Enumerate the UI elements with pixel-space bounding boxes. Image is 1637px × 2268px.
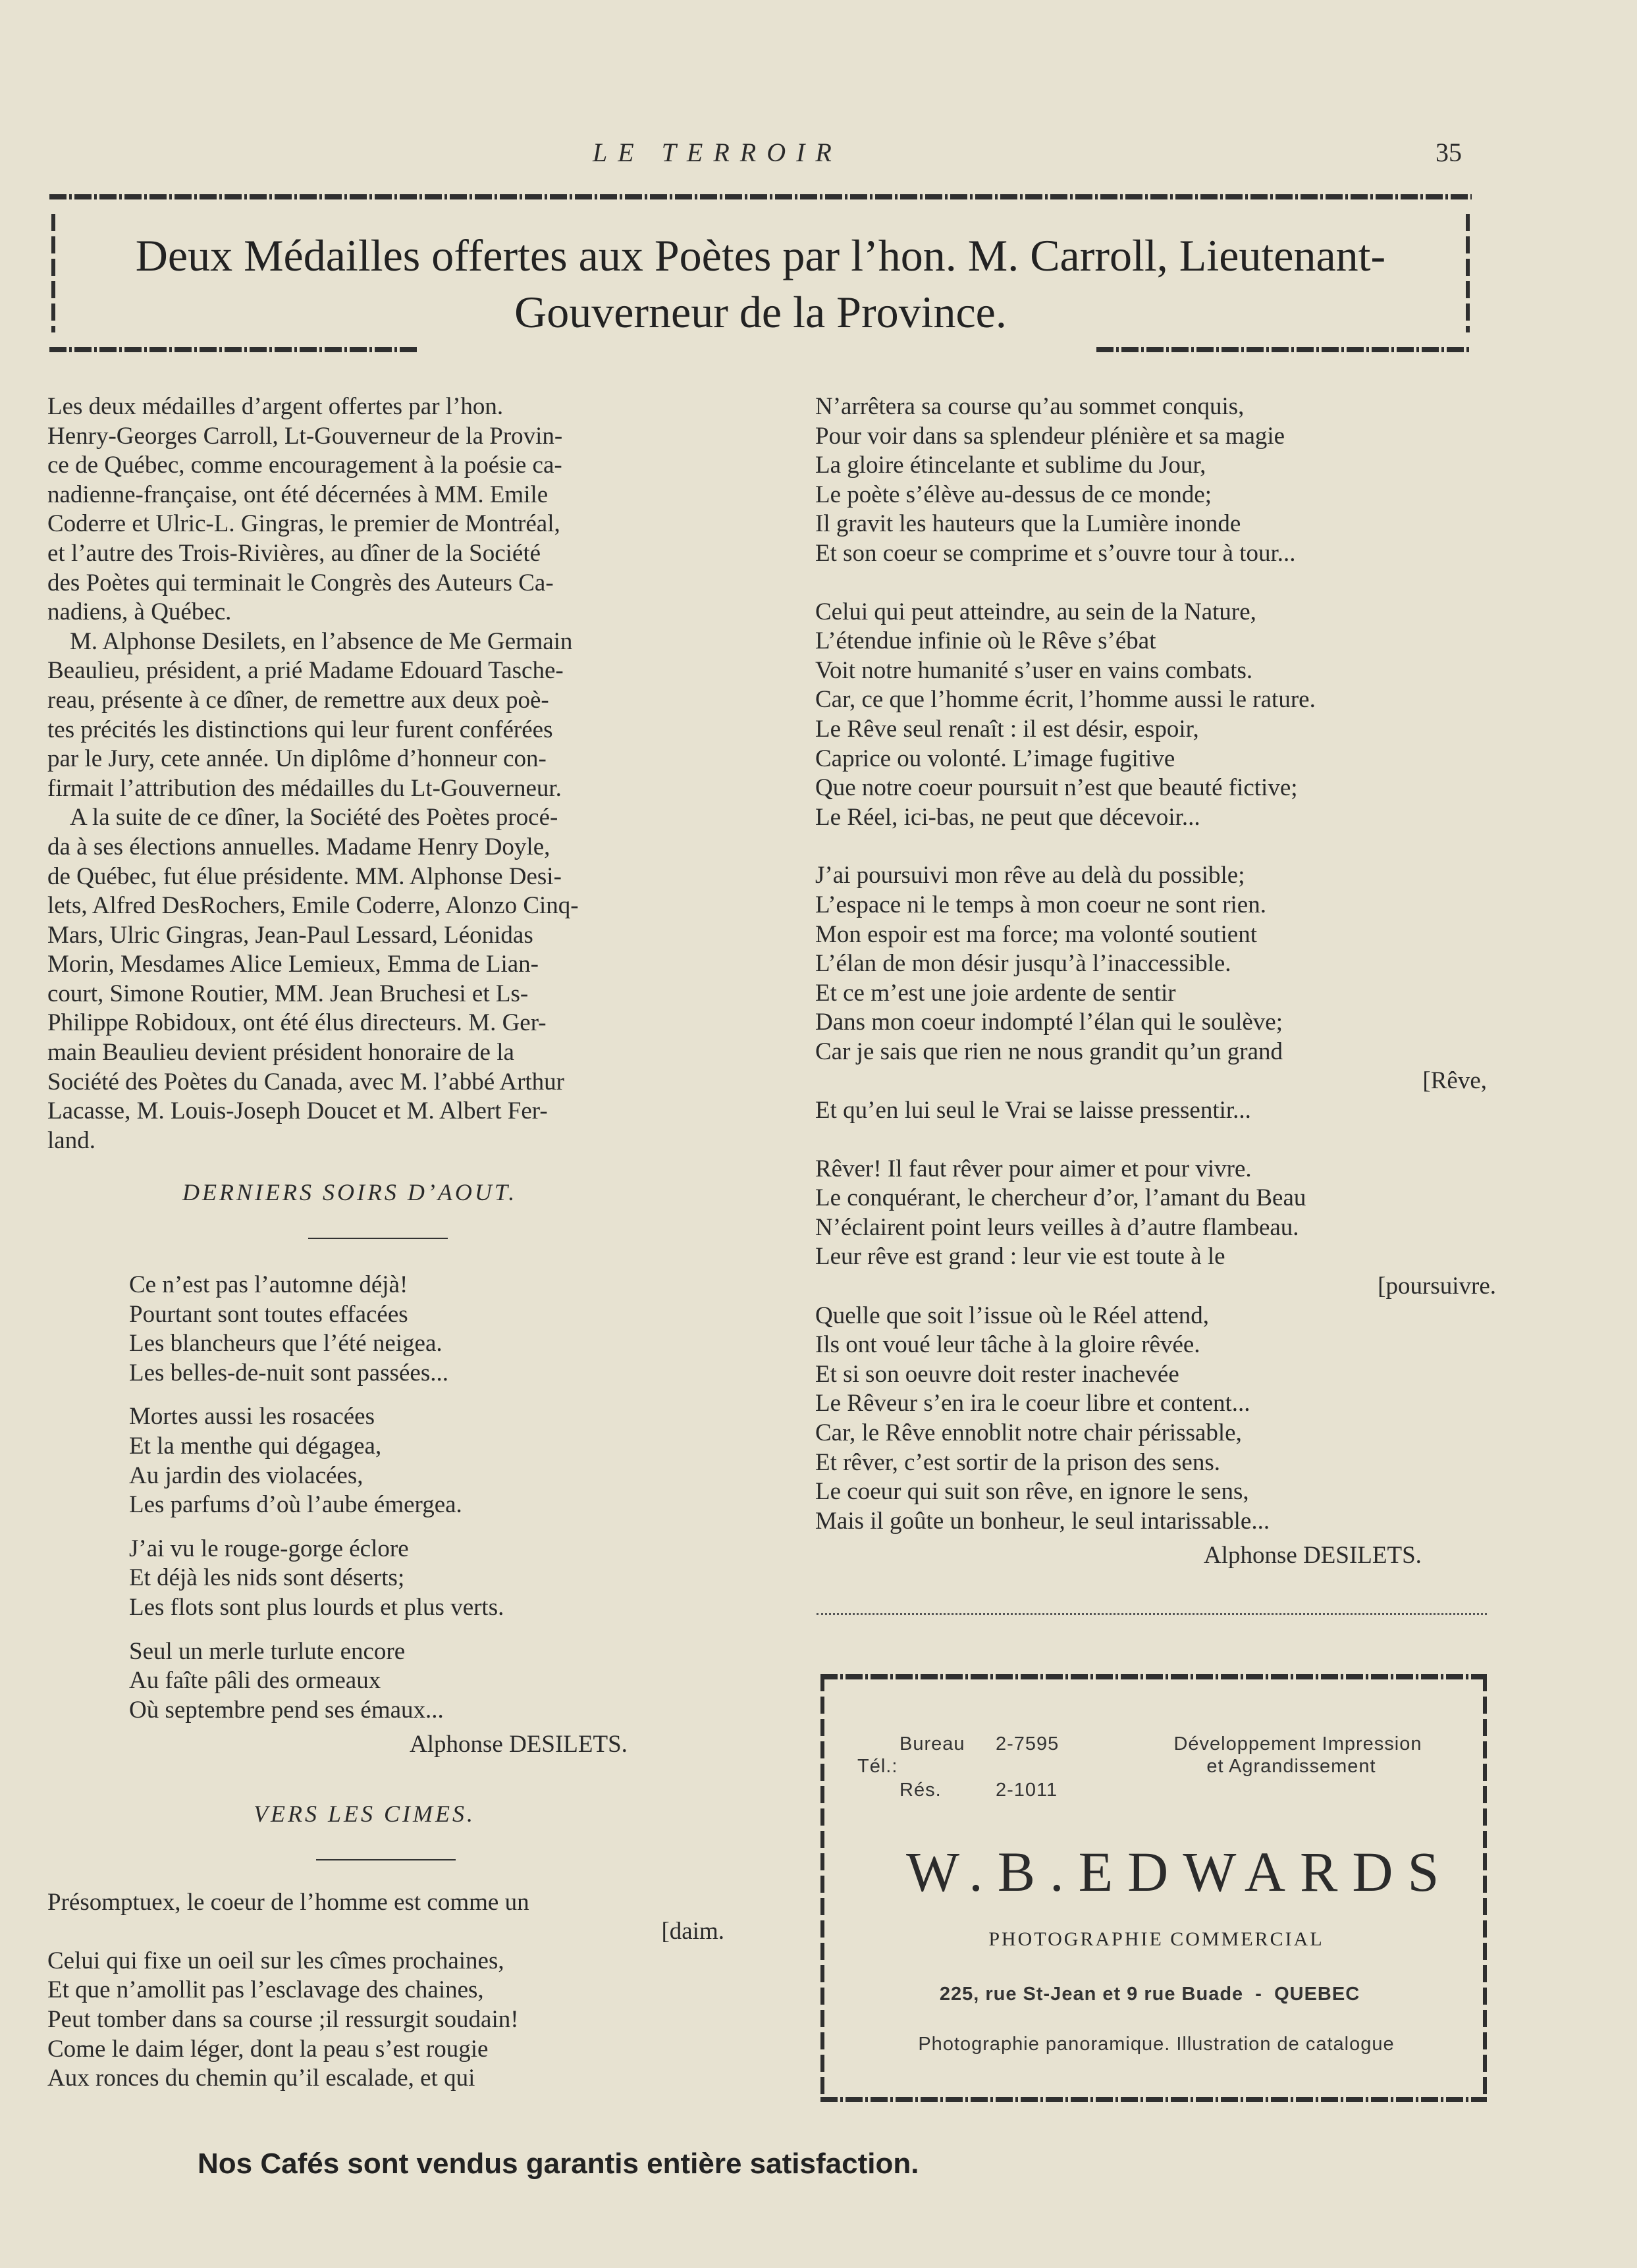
poem-line: Celui qui peut atteindre, au sein de la Nature,: [815, 598, 1256, 625]
article-line: nadiens, à Québec.: [47, 598, 232, 626]
poem-line: Come le daim léger, dont la peau s’est rougie: [47, 2035, 489, 2063]
poem-1-title: DERNIERS SOIRS D’AOUT.: [182, 1179, 518, 1206]
article-line: Coderre et Ulric-L. Gingras, le premier de Montréal,: [47, 510, 560, 538]
poem-line: Les parfums d’où l’aube émergea.: [129, 1491, 462, 1519]
article-title-line-2: Gouverneur de la Province.: [514, 287, 1007, 337]
poem-1-signature: Alphonse DESILETS.: [410, 1731, 628, 1758]
poem-line: Ce n’est pas l’automne déjà!: [129, 1271, 408, 1299]
poem-line: Le conquérant, le chercheur d’or, l’amant du Beau: [815, 1184, 1306, 1212]
right-column: [815, 392, 1496, 1571]
poem-line: Aux ronces du chemin qu’il escalade, et qui: [47, 2065, 475, 2092]
poem-line: J’ai poursuivi mon rêve au delà du possible;: [815, 862, 1245, 889]
poem-line: Les flots sont plus lourds et plus verts.: [129, 1593, 504, 1621]
poem-line: L’espace ni le temps à mon coeur ne sont rien.: [815, 891, 1266, 918]
poem-line: Celui qui fixe un oeil sur les cîmes prochaines,: [47, 1947, 504, 1974]
footer-slogan: Nos Cafés sont vendus garantis entière satisfaction.: [198, 2148, 919, 2180]
article-line: nadienne-française, ont été décernées à MM. Emile: [47, 481, 549, 508]
poem-line: J’ai vu le rouge-gorge éclore: [129, 1535, 409, 1562]
poem-line: Et qu’en lui seul le Vrai se laisse pressentir...: [815, 1097, 1251, 1124]
poem-line: Rêver! Il faut rêver pour aimer et pour vivre.: [815, 1155, 1252, 1182]
ad-bureau-label: Bureau: [899, 1733, 965, 1754]
ad-business-name: W.B.EDWARDS: [906, 1840, 1454, 1903]
article-line: main Beaulieu devient président honoraire de la: [47, 1039, 514, 1067]
poem-line: La gloire étincelante et sublime du Jour,: [815, 452, 1206, 479]
page-number: 35: [1436, 138, 1462, 167]
article-title-box: [49, 194, 1472, 352]
poem-line-continuation: [Rêve,: [1422, 1067, 1487, 1095]
poem-line: Il gravit les hauteurs que la Lumière inonde: [815, 510, 1241, 538]
poem-line: Le Rêveur s’en ira le coeur libre et content...: [815, 1390, 1250, 1417]
poem-1-body: [129, 1271, 714, 1725]
poem-stanza: [129, 1402, 714, 1519]
poem-line: Peut tomber dans sa course ;il ressurgit soudain!: [47, 2005, 519, 2033]
article-line: tes précités les distinctions qui leur furent conférées: [47, 716, 553, 743]
poem-2-stanza-4: [815, 1155, 1496, 1537]
poem-2-stanza-1: [815, 392, 1487, 569]
ad-bureau-number: 2-7595: [996, 1733, 1060, 1754]
article-line: et l’autre des Trois-Rivières, au dîner de la Société: [47, 539, 541, 567]
article-line: da à ses élections annuelles. Madame Henry Doyle,: [47, 833, 550, 860]
poem-line: Car je sais que rien ne nous grandit qu’un grand: [815, 1038, 1283, 1065]
article-body: [47, 392, 714, 1155]
poem-line: Mais il goûte un bonheur, le seul intarissable...: [815, 1507, 1270, 1535]
article-line: court, Simone Routier, MM. Jean Bruchesi et Ls-: [47, 980, 529, 1007]
poem-stanza: [129, 1637, 714, 1726]
poem-stanza: [129, 1535, 714, 1623]
poem-line: Au faîte pâli des ormeaux: [129, 1667, 381, 1695]
ad-tagline: Photographie panoramique. Illustration de catalogue: [918, 2034, 1395, 2055]
poem-line-continuation: [daim.: [661, 1918, 724, 1945]
article-line: Société des Poètes du Canada, avec M. l’abbé Arthur: [47, 1068, 564, 1095]
poem-2-stanza-2: [815, 598, 1487, 833]
poem-line: Le Réel, ici-bas, ne peut que décevoir...: [815, 803, 1200, 831]
poem-line: Ils ont voué leur tâche à la gloire rêvée.: [815, 1331, 1200, 1359]
article-line: Lacasse, M. Louis-Joseph Doucet et M. Albert Fer-: [47, 1097, 548, 1125]
ad-subtitle: PHOTOGRAPHIE COMMERCIAL: [988, 1928, 1324, 1950]
poem-2-left-part: [47, 1888, 724, 2094]
poem-line: Leur rêve est grand : leur vie est toute à le: [815, 1243, 1225, 1271]
poem-stanza: [129, 1271, 714, 1388]
ad-res-number: 2-1011: [996, 1780, 1058, 1801]
article-paragraph: [47, 803, 714, 1155]
poem-line-continuation: [poursuivre.: [1378, 1273, 1496, 1300]
poem-line: L’étendue infinie où le Rêve s’ébat: [815, 627, 1156, 655]
article-line: A la suite de ce dîner, la Société des Poètes procé-: [70, 804, 558, 831]
poem-line: N’arrêtera sa course qu’au sommet conquis,: [815, 393, 1245, 420]
poem-line: Le coeur qui suit son rêve, en ignore le sens,: [815, 1478, 1249, 1506]
poem-line: Caprice ou volonté. L’image fugitive: [815, 745, 1175, 772]
poem-line: Et ce m’est une joie ardente de sentir: [815, 979, 1176, 1007]
poem-line: Au jardin des violacées,: [129, 1462, 363, 1489]
poem-2-title: VERS LES CIMES.: [254, 1800, 475, 1827]
article-paragraph: [47, 392, 714, 627]
poem-line: Et déjà les nids sont déserts;: [129, 1564, 405, 1592]
running-title: LE TERROIR: [593, 138, 842, 167]
poem-line: Voit notre humanité s’user en vains combats.: [815, 656, 1253, 684]
article-title: [69, 227, 1452, 340]
poem-line: Car, ce que l’homme écrit, l’homme aussi le rature.: [815, 686, 1316, 714]
poem-line: Et si son oeuvre doit rester inachevée: [815, 1360, 1179, 1388]
poem-line: Mortes aussi les rosacées: [129, 1403, 375, 1431]
article-line: lets, Alfred DesRochers, Emile Coderre, Alonzo Cinq-: [47, 892, 579, 920]
article-line: par le Jury, cete année. Un diplôme d’honneur con-: [47, 745, 547, 773]
poem-line: Le poète s’élève au-dessus de ce monde;: [815, 481, 1212, 508]
article-line: Henry-Georges Carroll, Lt-Gouverneur de la Provin-: [47, 422, 563, 450]
poem-2-signature: Alphonse DESILETS.: [1204, 1542, 1422, 1569]
poem-line: Seul un merle turlute encore: [129, 1637, 406, 1665]
poem-line: Que notre coeur poursuit n’est que beauté fictive;: [815, 774, 1298, 802]
article-line: firmait l’attribution des médailles du Lt-Gouverneur.: [47, 774, 562, 802]
left-column: [47, 392, 724, 2094]
poem-line: Quelle que soit l’issue où le Réel attend,: [815, 1302, 1210, 1329]
article-line: ce de Québec, comme encouragement à la poésie ca-: [47, 452, 562, 479]
poem-line: Les blancheurs que l’été neigea.: [129, 1330, 443, 1358]
poem-2-stanza-3: [815, 861, 1487, 1125]
article-line: Philippe Robidoux, ont été élus directeurs. M. Ger-: [47, 1009, 547, 1037]
ad-address: 225, rue St-Jean et 9 rue Buade - QUEBEC: [939, 1984, 1360, 2005]
article-paragraph: [47, 627, 714, 804]
ad-services-line-2: et Agrandissement: [1206, 1756, 1376, 1777]
poem-line: Les belles-de-nuit sont passées...: [129, 1359, 448, 1386]
ad-tel-label: Tél.:: [857, 1756, 898, 1777]
poem-line: Présomptuex, le coeur de l’homme est comme un: [47, 1888, 529, 1916]
poem-line: Mon espoir est ma force; ma volonté soutient: [815, 920, 1257, 948]
article-title-line-1: Deux Médailles offertes aux Poètes par l’hon. M. Carroll, Lieutenant-: [135, 230, 1386, 280]
poem-line: Pour voir dans sa splendeur plénière et sa magie: [815, 422, 1285, 450]
article-line: Beaulieu, président, a prié Madame Edouard Tasche-: [47, 657, 564, 685]
poem-line: Où septembre pend ses émaux...: [129, 1696, 444, 1724]
ad-services-line-1: Développement Impression: [1173, 1733, 1422, 1754]
poem-line: Et rêver, c’est sortir de la prison des sens.: [815, 1448, 1220, 1476]
article-line: M. Alphonse Desilets, en l’absence de Me Germain: [70, 627, 573, 655]
ad-res-label: Rés.: [899, 1780, 942, 1801]
article-line: reau, présente à ce dîner, de remettre aux deux poè-: [47, 686, 549, 714]
poem-line: Et que n’amollit pas l’esclavage des chaines,: [47, 1976, 484, 2004]
article-line: des Poètes qui terminait le Congrès des Auteurs Ca-: [47, 569, 554, 596]
poem-line: Le Rêve seul renaît : il est désir, espoir,: [815, 715, 1199, 743]
poem-line: Et son coeur se comprime et s’ouvre tour à tour...: [815, 539, 1296, 567]
poem-line: Pourtant sont toutes effacées: [129, 1300, 408, 1328]
article-line: Les deux médailles d’argent offertes par l’hon.: [47, 393, 504, 420]
section-divider: [817, 1613, 1487, 1615]
poem-line: Et la menthe qui dégagea,: [129, 1433, 382, 1460]
poem-line: Car, le Rêve ennoblit notre chair périssable,: [815, 1419, 1242, 1446]
advertisement: [820, 1674, 1487, 2102]
poem-line: L’élan de mon désir jusqu’à l’inaccessible.: [815, 950, 1231, 978]
article-line: de Québec, fut élue présidente. MM. Alphonse Desi-: [47, 862, 562, 890]
poem-line: N’éclairent point leurs veilles à d’autre flambeau.: [815, 1213, 1299, 1241]
article-line: Mars, Ulric Gingras, Jean-Paul Lessard, Léonidas: [47, 921, 533, 949]
poem-line: Dans mon coeur indompté l’élan qui le soulève;: [815, 1009, 1283, 1036]
article-line: Morin, Mesdames Alice Lemieux, Emma de Lian-: [47, 951, 539, 978]
article-line: land.: [47, 1126, 95, 1154]
